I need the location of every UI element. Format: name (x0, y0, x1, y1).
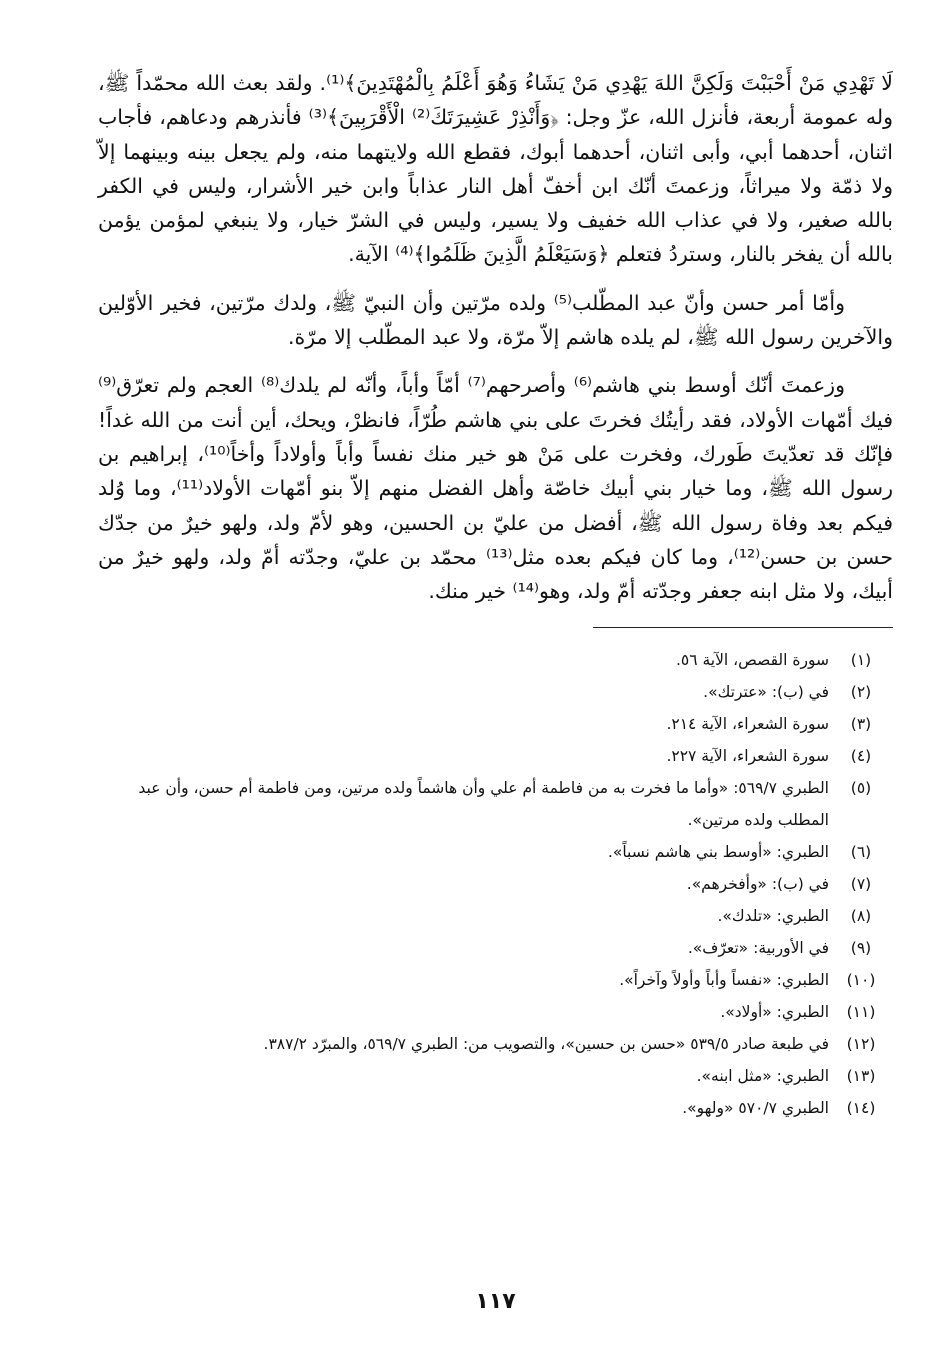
footnote-number: (٦) (850, 843, 872, 862)
footnote-text: في طبعة صادر ٥٣٩/٥ «حسن بن حسين»، والتصويب من: الطبري ٥٦٩/٧، والمبرّد ٣٨٧/٢. (263, 1035, 829, 1054)
footnote-text: الطبري ٥٦٩/٧: «وأما ما فخرت به من فاطمة أم علي وأن هاشماً ولده مرتين، ومن فاطمة أم حسن، وأن عبد المطلب ولده مرتين». (138, 779, 829, 830)
footnote (98, 964, 893, 996)
paragraph-1: لَا تَهْدِي مَنْ أَحْبَبْتَ وَلَكِنَّ اللهَ يَهْدِي مَنْ يَشَاءُ وَهُوَ أَعْلَمُ بِالْمُهْتَدِينَ﴾⁽¹⁾. ولقد بعث الله محمّداً ﷺ، وله عمومة أربعة، فأنزل الله، عزّ وجل: ﴿وَأَنْذِرْ عَشِيرَتَكَ⁽²⁾ الْأَقْرَبِينَ﴾⁽³⁾ فأنذرهم ودعاهم، فأجاب اثنان، أحدهما أبي، وأبى اثنان، أحدهما أبوك، فقطع الله ولايتهما منه، ولم يجعل بينه وبينهما إلاّ ولا ذمّة ولا ميراثاً، وزعمتَ أنّك ابن أخفّ أهل النار عذاباً وابن خير الأشرار، وليس في الكفر بالله صغير، ولا في عذاب الله خفيف ولا يسير، وليس في الشرّ خيار، ولا ينبغي لمؤمن يؤمن بالله أن يفخر بالنار، وستردُ فتعلم ﴿وَسَيَعْلَمُ الَّذِينَ ظَلَمُوا﴾⁽⁴⁾ الآية. (98, 71, 893, 267)
footnote-number: (١٤) (846, 1099, 876, 1118)
footnote (98, 676, 893, 708)
footnote (98, 1092, 893, 1124)
footnote-number: (٨) (850, 907, 872, 926)
footnote-number: (١١) (846, 1003, 876, 1022)
footnote-number: (٧) (850, 875, 872, 894)
footnote-number: (١) (850, 651, 872, 670)
footnote-number: (١٠) (846, 971, 876, 990)
footnote (98, 900, 893, 932)
footnote-text: سورة الشعراء، الآية ٢١٤. (666, 715, 829, 734)
footnote (98, 644, 893, 676)
footnote (98, 836, 893, 868)
book-page (98, 66, 893, 1356)
footnote-text: الطبري: «مثل ابنه». (696, 1067, 829, 1086)
footnote-number: (٥) (850, 779, 872, 798)
footnote (98, 868, 893, 900)
footnote-number: (١٣) (846, 1067, 876, 1086)
footnote-text: في (ب): «وأفخرهم». (686, 875, 829, 894)
footnote-number: (٤) (850, 747, 872, 766)
footnote (98, 996, 893, 1028)
footnote-text: الطبري: «أولاد». (720, 1003, 829, 1022)
footnote (98, 740, 893, 772)
footnote-number: (٢) (850, 683, 872, 702)
paragraph-3: وزعمتَ أنّك أوسط بني هاشم⁽⁶⁾ وأصرحهم⁽⁷⁾ أمّاً وأباً، وأنّه لم يلدك⁽⁸⁾ العجم ولم تعرّق⁽⁹⁾ فيك أمّهات الأولاد، فقد رأيتُك فخرتَ على بني هاشم طُرّاً، فانظرْ، ويحك، أين أنت من الله غداً! فإنّك قد تعدّيتَ طَورك، وفخرت على مَنْ هو خير منك نفساً وأباً وأولاداً وأخاً⁽¹⁰⁾، إبراهيم بن رسول الله ﷺ، وما خيار بني أبيك خاصّة وأهل الفضل منهم إلاّ بنو أمّهات الأولاد⁽¹¹⁾، وما وُلد فيكم بعد وفاة رسول الله ﷺ، أفضل من عليّ بن الحسين، وهو لأمّ ولد، ولهو خيرٌ من جدّك حسن بن حسن⁽¹²⁾، وما كان فيكم بعده مثل⁽¹³⁾ محمّد بن عليّ، وجدّته أمّ ولد، ولهو خيرٌ من أبيك، ولا مثل ابنه جعفر وجدّته أمّ ولد، وهو⁽¹⁴⁾ خير منك. (98, 373, 894, 604)
footnote-number: (١٢) (846, 1035, 876, 1054)
footnote-text: الطبري: «نفساً وأباً وأولاً وآخراً». (619, 971, 829, 990)
footnote (98, 1028, 893, 1060)
footnote-text: الطبري ٥٧٠/٧ «ولهو». (682, 1099, 829, 1118)
footnote-separator (593, 627, 893, 628)
footnote (98, 932, 893, 964)
footnote (98, 1060, 893, 1092)
main-text (98, 66, 893, 608)
footnote-text: سورة الشعراء، الآية ٢٢٧. (666, 747, 829, 766)
footnote-text: سورة القصص، الآية ٥٦. (675, 651, 829, 670)
footnote-number: (٩) (850, 939, 872, 958)
footnotes (98, 644, 893, 1124)
page-number: ١١٧ (475, 1289, 516, 1314)
footnote-text: الطبري: «أوسط بني هاشم نسباً». (607, 843, 829, 862)
footnote-text: في (ب): «عترتك». (703, 683, 829, 702)
paragraph-2: وأمّا أمر حسن وأنّ عبد المطّلب⁽⁵⁾ ولده مرّتين وأن النبيّ ﷺ، ولدك مرّتين، فخير الأوّلين والآخرين رسول الله ﷺ، لم يلده هاشم إلاّ مرّة، ولا عبد المطّلب إلا مرّة. (98, 290, 893, 350)
footnote-number: (٣) (850, 715, 872, 734)
footnote (98, 772, 893, 836)
footnote-text: الطبري: «تلدك». (717, 907, 829, 926)
footnote (98, 708, 893, 740)
footnote-text: في الأوربية: «تعرّف». (687, 939, 829, 958)
